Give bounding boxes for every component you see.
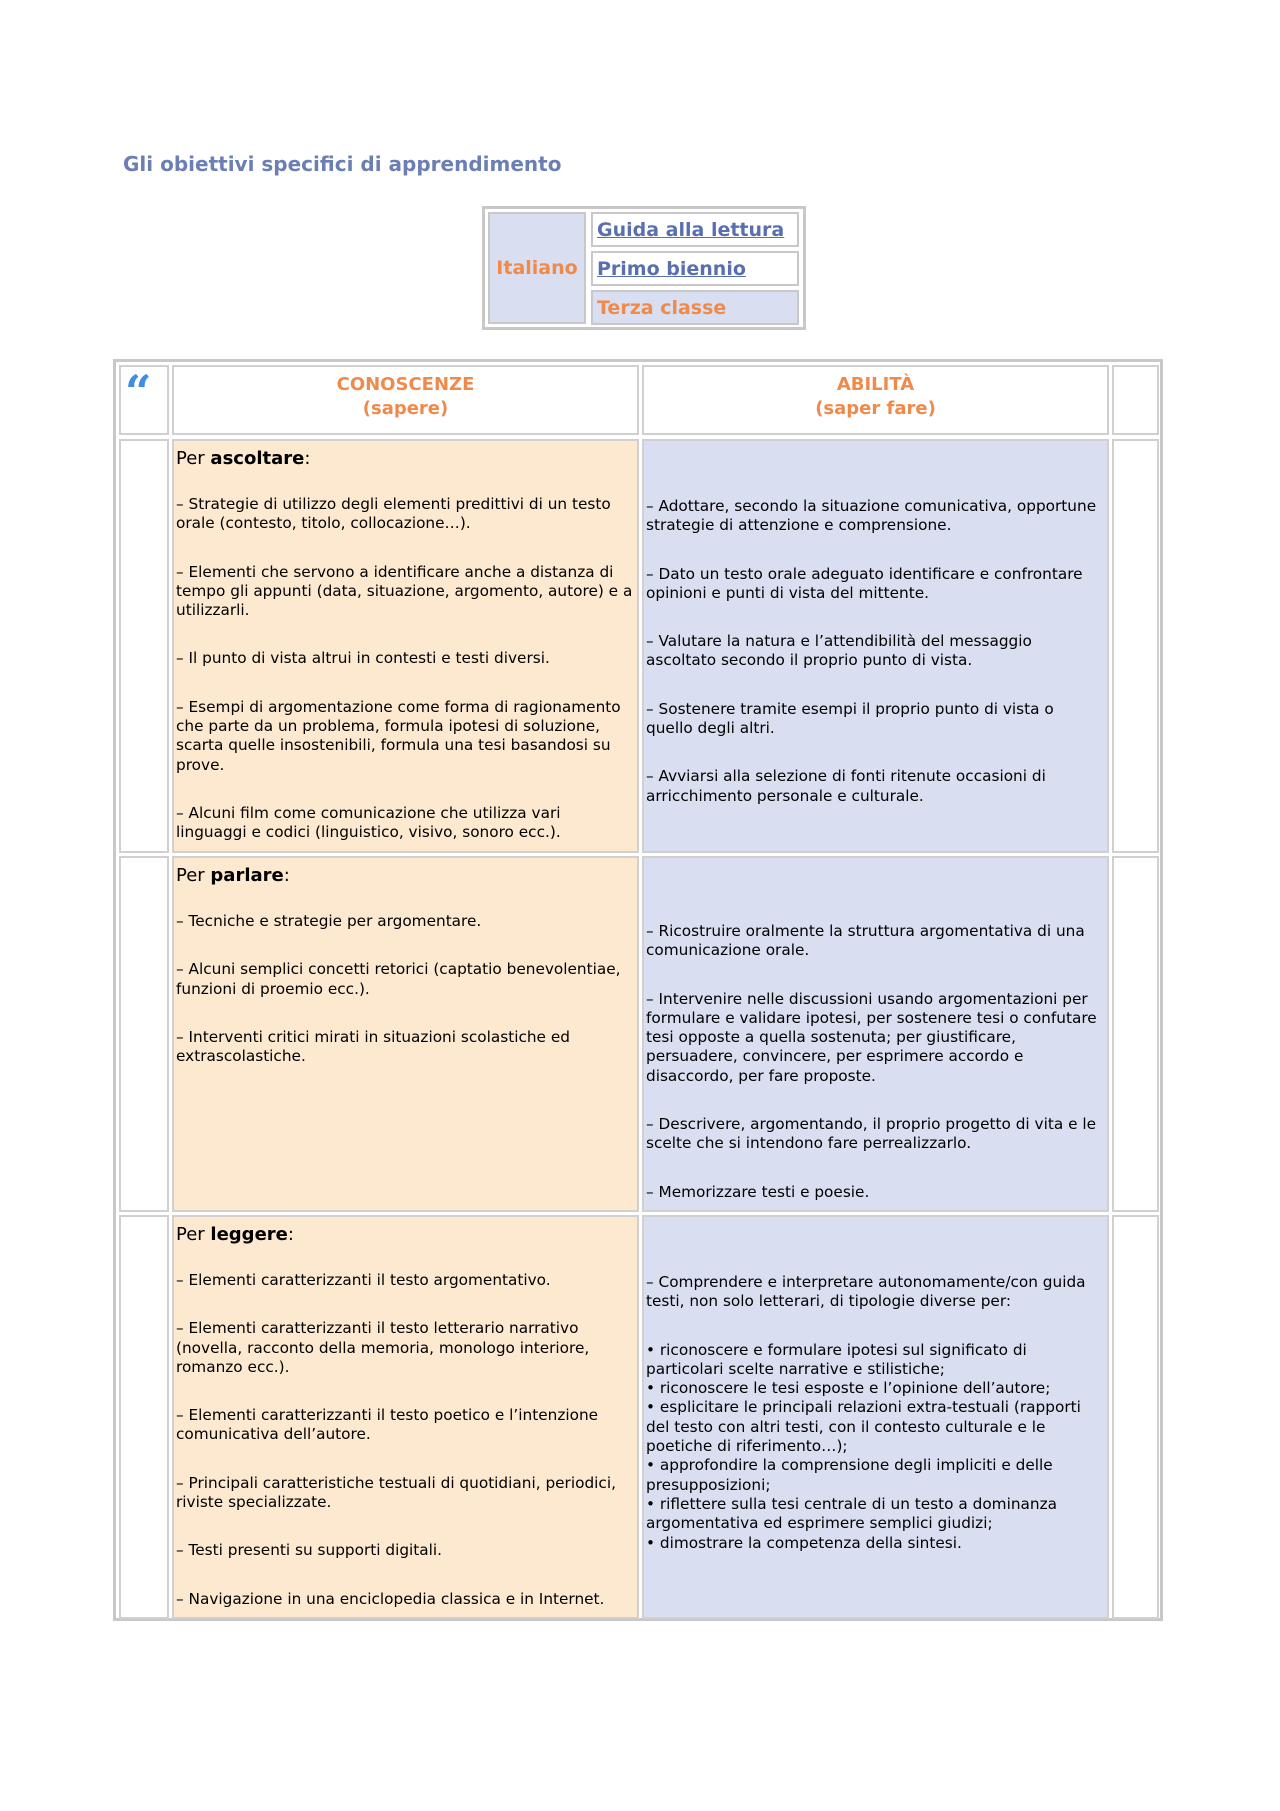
- row-spacer-left: [119, 856, 169, 1212]
- heading-verb: leggere: [210, 1224, 288, 1245]
- heading-suffix: :: [304, 448, 311, 469]
- ability-bullet: • approfondire la comprensione degli impliciti e delle presupposizioni;: [646, 1456, 1053, 1494]
- ability-item: – Intervenire nelle discussioni usando argomentazioni per formulare e validare ipotesi, per sostenere tesi o confutare tesi opposte a quella sostenuta; per giustificare, persuadere, convincere, per esprimere accordo e disaccordo, per fare proposte.: [646, 989, 1097, 1085]
- header-abilita: [642, 365, 1109, 435]
- knowledge-item: – Il punto di vista altrui in contesti e testi diversi.: [176, 649, 550, 668]
- heading-prefix: Per: [176, 1224, 211, 1245]
- conoscenze-subtitle: (sapere): [362, 398, 449, 419]
- ability-intro: – Comprendere e interpretare autonomamente/con guida testi, non solo letterari, di tipologie diverse per:: [646, 1273, 1086, 1311]
- heading-prefix: Per: [176, 448, 211, 469]
- knowledge-item: – Esempi di argomentazione come forma di ragionamento che parte da un problema, formula ipotesi di soluzione, scarta quelle insostenibili, formula una tesi basandosi su prove.: [176, 697, 621, 774]
- heading-suffix: :: [283, 865, 290, 886]
- ability-bullet: • dimostrare la competenza della sintesi.: [646, 1533, 962, 1552]
- ability-item: – Valutare la natura e l’attendibilità del messaggio ascoltato secondo il proprio punto di vista.: [646, 632, 1032, 670]
- ability-item: – Avviarsi alla selezione di fonti ritenute occasioni di arricchimento personale e culturale.: [646, 767, 1046, 805]
- nav-cell-biennio: [591, 251, 799, 286]
- quote-icon: “: [125, 365, 152, 419]
- header-conoscenze: [172, 365, 639, 435]
- knowledge-item: – Tecniche e strategie per argomentare.: [176, 912, 482, 930]
- heading-prefix: Per: [176, 865, 211, 886]
- subject-label: Italiano: [488, 212, 586, 324]
- knowledge-item: – Alcuni semplici concetti retorici (captatio benevolentiae, funzioni di proemio ecc.).: [176, 960, 621, 998]
- row-spacer-right: [1112, 856, 1159, 1212]
- abilities-cell-leggere: [642, 1215, 1109, 1619]
- knowledge-item: – Elementi che servono a identificare anche a distanza di tempo gli appunti (data, situazione, argomento, autore) e a utilizzarli.: [176, 562, 633, 620]
- knowledge-item: – Elementi caratterizzanti il testo poetico e l’intenzione comunicativa dell’autore.: [176, 1406, 599, 1444]
- section-heading-ascoltare: [176, 448, 635, 470]
- row-spacer-right: [1112, 439, 1159, 853]
- knowledge-item: – Interventi critici mirati in situazioni scolastiche ed extrascolastiche.: [176, 1027, 570, 1066]
- knowledge-item: – Navigazione in una enciclopedia classica e in Internet.: [176, 1589, 605, 1608]
- conoscenze-title: CONOSCENZE: [336, 374, 475, 395]
- nav-cell-guida: [591, 212, 799, 247]
- ability-item: – Sostenere tramite esempi il proprio punto di vista o quello degli altri.: [646, 699, 1054, 738]
- abilities-cell-parlare: [642, 856, 1109, 1212]
- guida-alla-lettura-link[interactable]: Guida alla lettura: [597, 218, 785, 241]
- row-spacer-right: [1112, 1215, 1159, 1619]
- ability-bullet: • riflettere sulla tesi centrale di un testo a dominanza argomentativa ed esprimere semplici giudizi;: [646, 1494, 1057, 1533]
- ability-item: – Descrivere, argomentando, il proprio progetto di vita e le scelte che si intendono fare perrealizzarlo.: [646, 1115, 1097, 1153]
- ability-item: – Ricostruire oralmente la struttura argomentativa di una comunicazione orale.: [646, 922, 1085, 960]
- header-icon-cell: [119, 365, 169, 435]
- knowledge-item: – Principali caratteristiche testuali di quotidiani, periodici, riviste specializzate.: [176, 1473, 616, 1512]
- header-empty-cell: [1112, 365, 1159, 435]
- abilities-cell-ascoltare: [642, 439, 1109, 853]
- section-heading-parlare: [176, 865, 635, 887]
- knowledge-item: – Testi presenti su supporti digitali.: [176, 1541, 443, 1560]
- ability-bullet: • riconoscere e formulare ipotesi sul significato di particolari scelte narrative e stilistiche;: [646, 1340, 1027, 1378]
- ability-item: – Memorizzare testi e poesie.: [646, 1182, 870, 1201]
- row-spacer-left: [119, 1215, 169, 1619]
- primo-biennio-link[interactable]: Primo biennio: [597, 257, 746, 280]
- row-spacer-left: [119, 439, 169, 853]
- knowledge-item: – Elementi caratterizzanti il testo argomentativo.: [176, 1271, 551, 1289]
- ability-item: – Adottare, secondo la situazione comunicativa, opportune strategie di attenzione e comprensione.: [646, 497, 1097, 535]
- ability-bullet-list: [646, 1341, 1105, 1553]
- heading-suffix: :: [287, 1224, 294, 1245]
- knowledge-cell-ascoltare: [172, 439, 639, 853]
- objectives-table: [113, 359, 1163, 1621]
- ability-bullet: • riconoscere le tesi esposte e l’opinione dell’autore;: [646, 1379, 1051, 1398]
- ability-bullet: • esplicitare le principali relazioni extra-testuali (rapporti del testo con altri testi, con il contesto culturale e le poetiche di riferimento…);: [646, 1398, 1081, 1456]
- abilita-title: ABILITÀ: [836, 374, 915, 395]
- knowledge-item: – Alcuni film come comunicazione che utilizza vari linguaggi e codici (linguistico, visivo, sonoro ecc.).: [176, 803, 561, 842]
- heading-verb: parlare: [210, 865, 284, 886]
- page-title: Gli obiettivi specifici di apprendimento: [123, 152, 562, 176]
- ability-item: – Dato un testo orale adeguato identificare e confrontare opinioni e punti di vista del mittente.: [646, 564, 1083, 602]
- current-class-label: Terza classe: [591, 290, 799, 325]
- knowledge-cell-parlare: [172, 856, 639, 1212]
- knowledge-cell-leggere: [172, 1215, 639, 1619]
- knowledge-item: – Elementi caratterizzanti il testo letterario narrativo (novella, racconto della memoria, monologo interiore, romanzo ecc.).: [176, 1319, 590, 1376]
- abilita-subtitle: (saper fare): [815, 398, 936, 419]
- heading-verb: ascoltare: [210, 448, 305, 469]
- subject-navigation: [482, 206, 806, 330]
- knowledge-item: – Strategie di utilizzo degli elementi predittivi di un testo orale (contesto, titolo, collocazione…).: [176, 495, 611, 533]
- section-heading-leggere: [176, 1224, 635, 1246]
